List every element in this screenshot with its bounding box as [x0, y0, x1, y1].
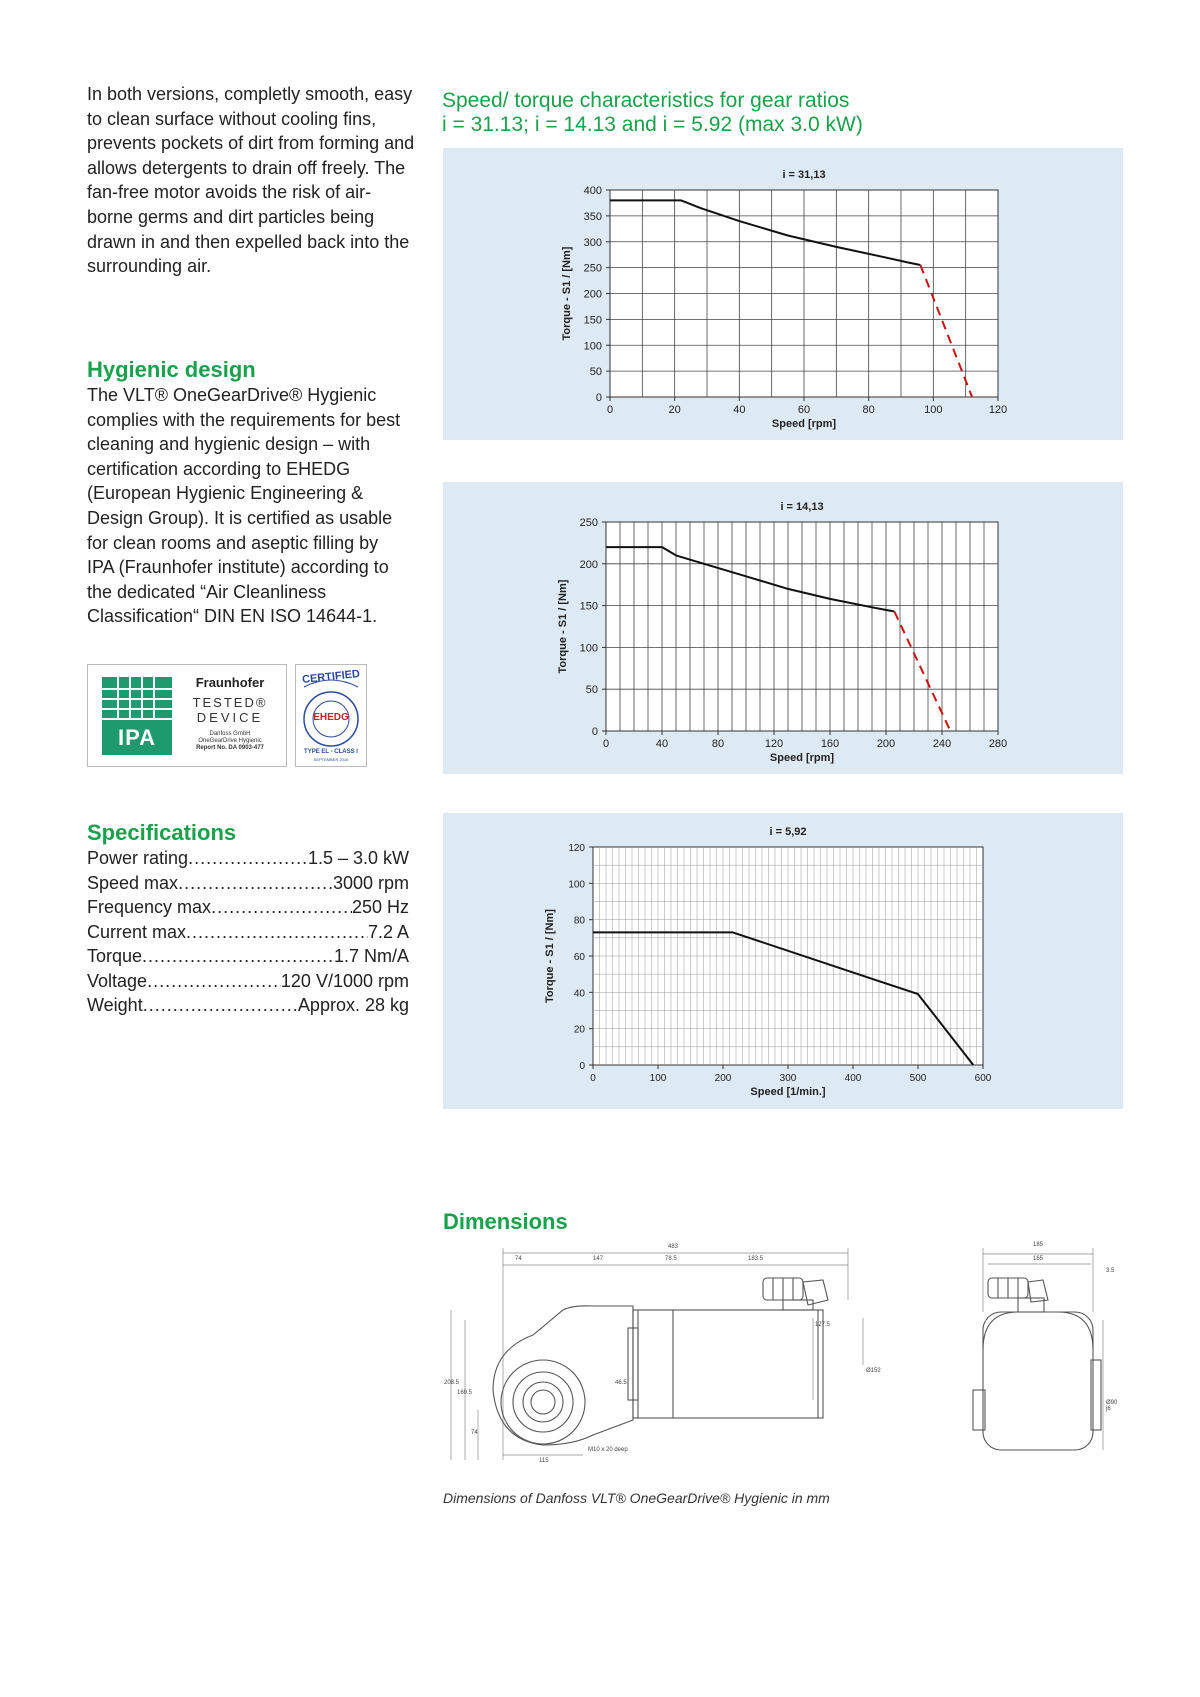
dim-label: 185	[1033, 1242, 1044, 1248]
dimensions-drawing	[443, 1240, 1123, 1470]
x-tick-label: 100	[924, 404, 943, 416]
hygienic-heading: Hygienic design	[87, 357, 256, 382]
y-tick-label: 250	[583, 262, 602, 275]
x-tick-label: 600	[974, 1073, 992, 1084]
dim-label: 3.5	[1106, 1268, 1115, 1274]
fraunhofer-product: OneGearDrive Hygienic	[198, 738, 262, 744]
y-tick-label: 200	[583, 288, 602, 301]
spec-value: 3000 rpm	[332, 872, 409, 893]
y-tick-label: 200	[579, 558, 598, 571]
ehedg-type: TYPE EL - CLASS I	[304, 749, 358, 755]
spec-row	[87, 969, 409, 994]
y-tick-label: 350	[583, 210, 602, 223]
x-tick-label: 0	[590, 1073, 596, 1084]
x-tick-label: 200	[714, 1073, 732, 1084]
x-tick-label: 120	[764, 738, 784, 750]
specifications-heading: Specifications	[87, 820, 237, 845]
dim-label: M10 x 20 deep	[588, 1447, 628, 1453]
chart-panel-5-92	[443, 813, 1123, 1109]
chart-panel-14-13	[443, 482, 1123, 774]
dim-label: Ø152	[866, 1368, 881, 1374]
dim-label: 208.5	[444, 1380, 460, 1386]
x-tick-label: 300	[779, 1073, 797, 1084]
y-tick-label: 400	[583, 185, 602, 197]
torque-chart-14-13	[443, 482, 1123, 774]
spec-value: 1.5 – 3.0 kW	[307, 848, 409, 868]
charts-heading-line1: Speed/ torque characteristics for gear ratios	[442, 89, 850, 112]
spec-row	[87, 920, 409, 945]
chart-panel-31-13	[443, 148, 1123, 440]
x-axis-label: Speed [rpm]	[769, 752, 835, 764]
y-tick-label: 250	[579, 517, 598, 529]
x-axis-label: Speed [rpm]	[771, 418, 837, 430]
spec-label: Weight	[87, 995, 143, 1015]
chart-title: i = 31,13	[782, 169, 826, 181]
fraunhofer-name: Fraunhofer	[195, 675, 265, 690]
chart-title: i = 14,13	[780, 501, 824, 513]
spec-label: Torque	[87, 946, 143, 966]
x-tick-label: 0	[602, 738, 610, 750]
y-tick-label: 50	[589, 366, 602, 379]
x-tick-label: 80	[711, 738, 725, 750]
spec-value: 7.2 A	[367, 921, 409, 942]
x-tick-label: 240	[932, 738, 952, 750]
torque-chart-5-92	[443, 813, 1123, 1109]
y-tick-label: 60	[573, 952, 585, 963]
y-tick-label: 40	[573, 988, 585, 1000]
y-axis-label: Torque - S1 / [Nm]	[561, 246, 573, 341]
dim-label: 483	[668, 1244, 679, 1250]
spec-row	[87, 895, 409, 920]
spec-label: Current max	[87, 921, 187, 942]
dim-label: 169.5	[457, 1390, 473, 1396]
specifications-list	[87, 846, 409, 1018]
dimension-drawing-icon	[443, 1240, 1123, 1470]
spec-value: 1.7 Nm/A	[333, 946, 409, 966]
dim-label: 115	[539, 1458, 549, 1464]
ehedg-name: EHEDG	[313, 712, 349, 723]
y-tick-label: 0	[591, 726, 598, 738]
y-axis-label: Torque - S1 / [Nm]	[557, 579, 569, 674]
torque-chart-31-13	[443, 148, 1123, 440]
certified-label: CERTIFIED	[301, 667, 361, 687]
y-tick-label: 100	[579, 642, 598, 655]
dim-label: 46.5	[615, 1380, 627, 1386]
fraunhofer-report: Report No. DA 0903-477	[196, 745, 264, 751]
y-axis-label: Torque - S1 / [Nm]	[544, 909, 556, 1003]
chart-title: i = 5,92	[769, 826, 807, 838]
spec-label: Speed max	[87, 872, 179, 893]
x-tick-label: 280	[988, 738, 1008, 750]
spec-label: Voltage	[87, 970, 148, 991]
y-tick-label: 80	[573, 915, 585, 927]
x-tick-label: 40	[655, 738, 669, 750]
x-tick-label: 160	[820, 738, 840, 750]
intro-paragraph: In both versions, completly smooth, easy to clean surface without cooling fins, prevents pockets of dirt from forming and allows detergents to drain off freely. The fan-free motor avoids the risk of air-borne germs and dirt particles being drawn in and then expelled back into the surrounding air.	[87, 84, 415, 277]
charts-heading-line2: i = 31.13; i = 14.13 and i = 5.92 (max 3.0 kW)	[442, 113, 863, 136]
x-tick-label: 80	[862, 404, 875, 416]
y-tick-label: 50	[585, 684, 598, 697]
dim-label: 127.5	[815, 1322, 831, 1328]
dim-label: Ø90 j6	[1106, 1400, 1118, 1412]
y-tick-label: 20	[573, 1024, 585, 1036]
x-tick-label: 40	[733, 404, 746, 416]
spec-row	[87, 993, 409, 1018]
spec-row	[87, 944, 409, 969]
dim-label: 78.5	[665, 1256, 677, 1262]
x-tick-label: 0	[606, 404, 614, 416]
fraunhofer-company: Danfoss GmbH	[209, 731, 251, 737]
x-axis-label: Speed [1/min.]	[750, 1086, 826, 1098]
ipa-label: IPA	[117, 725, 157, 750]
y-tick-label: 0	[579, 1061, 585, 1072]
x-tick-label: 60	[797, 404, 811, 416]
dim-label: 74	[515, 1256, 522, 1262]
dimensions-heading: Dimensions	[443, 1209, 568, 1234]
dim-label: 74	[471, 1430, 478, 1436]
hygienic-paragraph: The VLT® OneGearDrive® Hygienic complies with the requirements for best cleaning and hygienic design – with certification according to EHEDG (European Hygienic Engineering & Design Group). It is certified as usable for clean rooms and aseptic filling by IPA (Fraunhofer institute) according to the dedicated “Air Cleanliness Classification“ DIN EN ISO 14644-1.	[87, 385, 401, 627]
y-tick-label: 100	[568, 879, 585, 891]
dim-label: 165	[1033, 1256, 1044, 1262]
tested-label: TESTED®	[192, 695, 268, 710]
spec-value: 120 V/1000 rpm	[280, 970, 409, 991]
dim-label: 147	[593, 1256, 604, 1262]
x-tick-label: 120	[988, 404, 1008, 416]
y-tick-label: 150	[579, 600, 598, 613]
spec-label: Power rating	[87, 848, 189, 868]
spec-row	[87, 871, 409, 896]
spec-value: 250 Hz	[351, 897, 409, 917]
ehedg-logo	[295, 664, 367, 767]
spec-row	[87, 846, 409, 871]
y-tick-label: 0	[595, 392, 602, 404]
y-tick-label: 150	[583, 314, 602, 327]
y-tick-label: 100	[583, 340, 602, 353]
fraunhofer-ipa-logo	[87, 664, 287, 767]
y-tick-label: 300	[583, 236, 602, 249]
x-tick-label: 500	[909, 1073, 927, 1084]
spec-label: Frequency max	[87, 897, 212, 917]
x-tick-label: 200	[876, 738, 896, 750]
x-tick-label: 100	[649, 1073, 667, 1084]
dimensions-caption: Dimensions of Danfoss VLT® OneGearDrive® Hygienic in mm	[443, 1490, 830, 1506]
dim-label: 183.5	[748, 1256, 764, 1262]
y-tick-label: 120	[568, 843, 585, 854]
device-label: DEVICE	[196, 710, 264, 725]
x-tick-label: 400	[844, 1073, 862, 1084]
ehedg-date: SEPTEMBER 2016	[313, 757, 349, 762]
spec-value: Approx. 28 kg	[297, 995, 409, 1015]
charts-heading	[442, 89, 863, 137]
x-tick-label: 20	[668, 404, 681, 416]
